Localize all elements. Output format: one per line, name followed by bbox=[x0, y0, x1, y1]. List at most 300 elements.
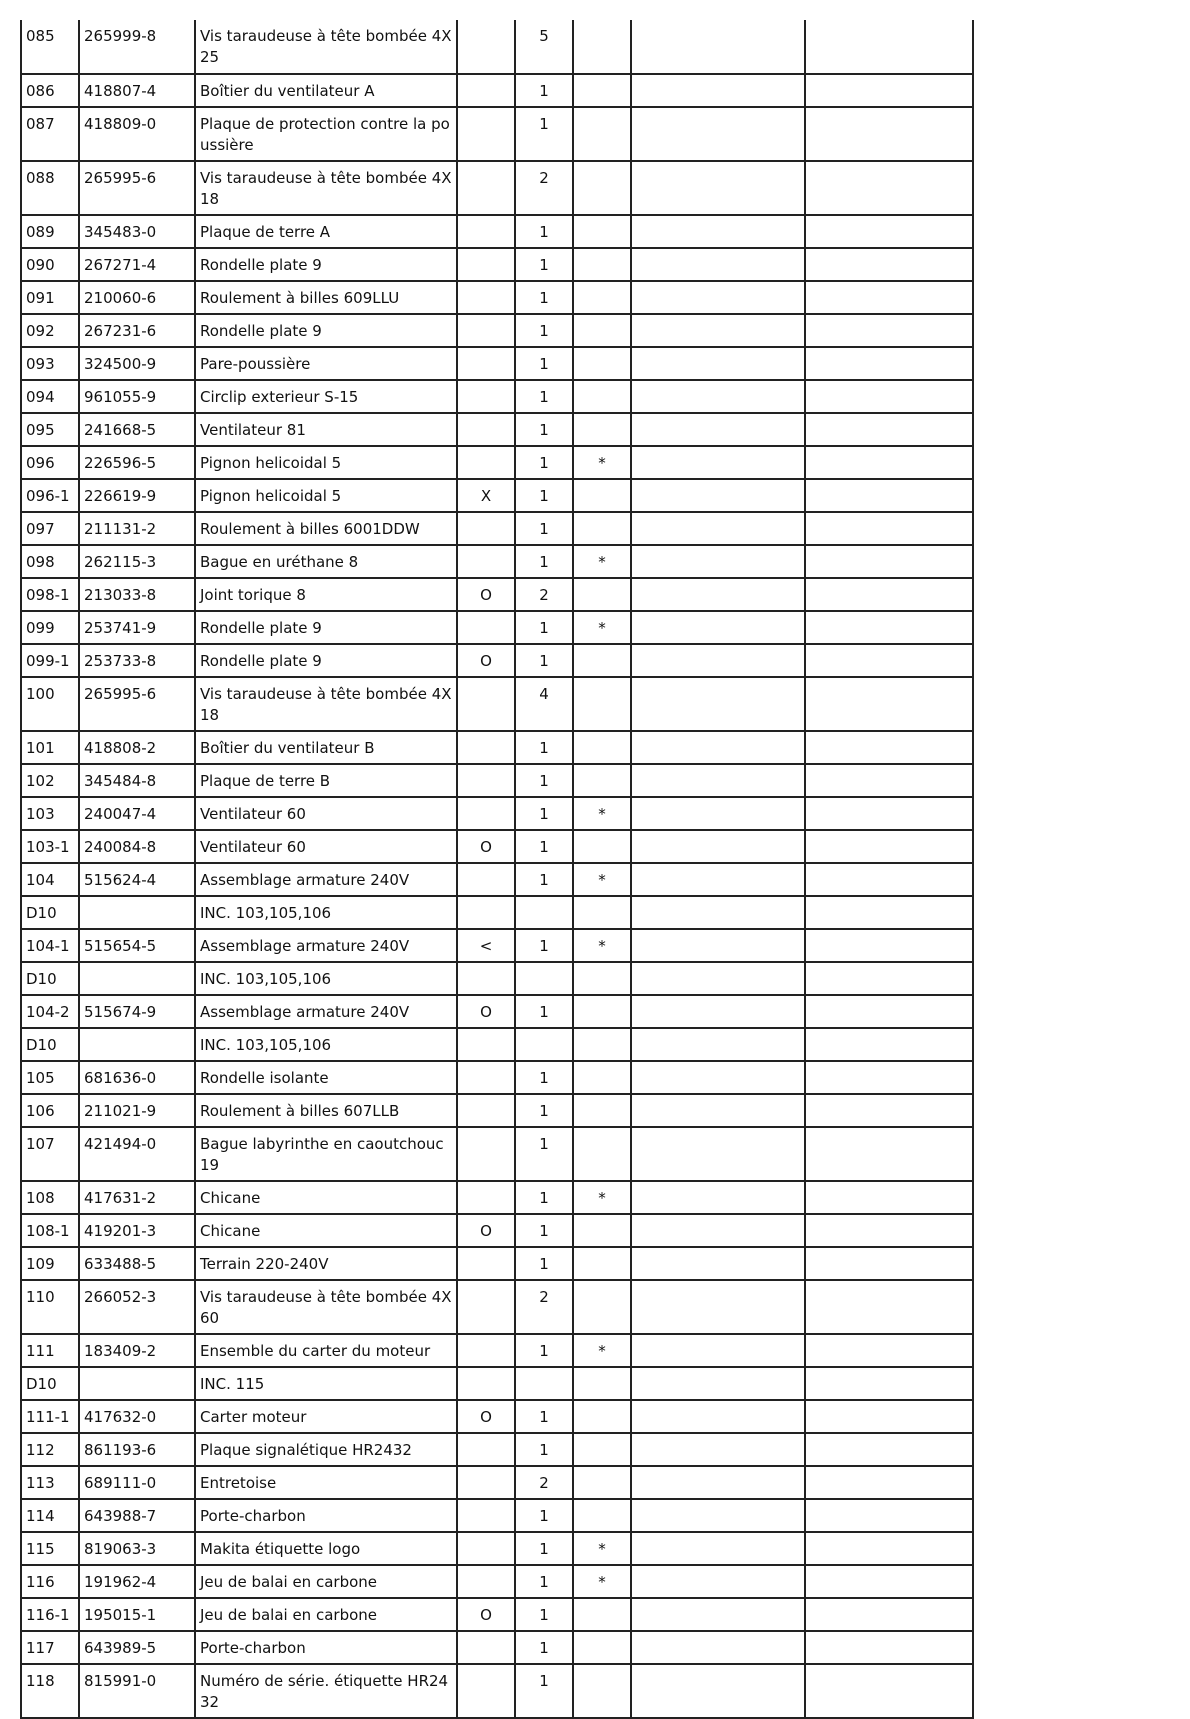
item-number-cell: 117 bbox=[21, 1631, 79, 1664]
description-cell: Numéro de série. étiquette HR2432 bbox=[195, 1664, 457, 1718]
blank-cell bbox=[805, 995, 973, 1028]
quantity-cell: 1 bbox=[515, 1247, 573, 1280]
part-number-cell bbox=[79, 1367, 195, 1400]
note-cell bbox=[457, 215, 515, 248]
description-cell: Rondelle isolante bbox=[195, 1061, 457, 1094]
table-row bbox=[21, 1280, 973, 1334]
table-row bbox=[21, 1466, 973, 1499]
item-number-cell: 102 bbox=[21, 764, 79, 797]
marker-cell bbox=[573, 1280, 631, 1334]
item-number-cell: 091 bbox=[21, 281, 79, 314]
blank-cell bbox=[631, 578, 805, 611]
item-number-cell: 106 bbox=[21, 1094, 79, 1127]
blank-cell bbox=[631, 1094, 805, 1127]
blank-cell bbox=[631, 1499, 805, 1532]
description-cell: Bague en uréthane 8 bbox=[195, 545, 457, 578]
quantity-cell: 1 bbox=[515, 479, 573, 512]
item-number-cell: 104 bbox=[21, 863, 79, 896]
description-cell: Circlip exterieur S-15 bbox=[195, 380, 457, 413]
quantity-cell: 1 bbox=[515, 644, 573, 677]
description-cell: Assemblage armature 240V bbox=[195, 929, 457, 962]
description-cell: Boîtier du ventilateur A bbox=[195, 74, 457, 107]
note-cell: O bbox=[457, 1400, 515, 1433]
table-row bbox=[21, 1400, 973, 1433]
blank-cell bbox=[805, 512, 973, 545]
quantity-cell: 1 bbox=[515, 215, 573, 248]
quantity-cell: 1 bbox=[515, 1433, 573, 1466]
blank-cell bbox=[631, 20, 805, 74]
blank-cell bbox=[631, 545, 805, 578]
blank-cell bbox=[631, 1214, 805, 1247]
blank-cell bbox=[805, 1598, 973, 1631]
part-number-cell: 211021-9 bbox=[79, 1094, 195, 1127]
marker-cell: * bbox=[573, 446, 631, 479]
blank-cell bbox=[805, 74, 973, 107]
marker-cell bbox=[573, 1094, 631, 1127]
marker-cell bbox=[573, 830, 631, 863]
item-number-cell: 100 bbox=[21, 677, 79, 731]
marker-cell bbox=[573, 413, 631, 446]
table-row bbox=[21, 347, 973, 380]
part-number-cell: 265995-6 bbox=[79, 161, 195, 215]
item-number-cell: 095 bbox=[21, 413, 79, 446]
blank-cell bbox=[631, 215, 805, 248]
part-number-cell: 265995-6 bbox=[79, 677, 195, 731]
blank-cell bbox=[631, 347, 805, 380]
part-number-cell: 421494-0 bbox=[79, 1127, 195, 1181]
quantity-cell: 1 bbox=[515, 995, 573, 1028]
table-row bbox=[21, 611, 973, 644]
quantity-cell: 1 bbox=[515, 74, 573, 107]
blank-cell bbox=[805, 479, 973, 512]
blank-cell bbox=[631, 611, 805, 644]
part-number-cell: 241668-5 bbox=[79, 413, 195, 446]
quantity-cell: 1 bbox=[515, 1598, 573, 1631]
blank-cell bbox=[805, 962, 973, 995]
blank-cell bbox=[805, 545, 973, 578]
blank-cell bbox=[631, 512, 805, 545]
item-number-cell: 087 bbox=[21, 107, 79, 161]
description-cell: Roulement à billes 6001DDW bbox=[195, 512, 457, 545]
note-cell bbox=[457, 1028, 515, 1061]
blank-cell bbox=[631, 1127, 805, 1181]
table-row bbox=[21, 1028, 973, 1061]
quantity-cell: 1 bbox=[515, 413, 573, 446]
table-row bbox=[21, 479, 973, 512]
description-cell: Carter moteur bbox=[195, 1400, 457, 1433]
note-cell bbox=[457, 764, 515, 797]
item-number-cell: 103 bbox=[21, 797, 79, 830]
marker-cell bbox=[573, 896, 631, 929]
quantity-cell: 1 bbox=[515, 1181, 573, 1214]
description-cell: Assemblage armature 240V bbox=[195, 995, 457, 1028]
part-number-cell: 213033-8 bbox=[79, 578, 195, 611]
quantity-cell: 1 bbox=[515, 248, 573, 281]
blank-cell bbox=[631, 248, 805, 281]
description-cell: Rondelle plate 9 bbox=[195, 248, 457, 281]
blank-cell bbox=[805, 1094, 973, 1127]
table-row bbox=[21, 764, 973, 797]
description-cell: Plaque de terre A bbox=[195, 215, 457, 248]
description-cell: Plaque de protection contre la poussière bbox=[195, 107, 457, 161]
item-number-cell: 104-1 bbox=[21, 929, 79, 962]
blank-cell bbox=[631, 644, 805, 677]
table-row bbox=[21, 20, 973, 74]
blank-cell bbox=[805, 1565, 973, 1598]
note-cell bbox=[457, 161, 515, 215]
marker-cell bbox=[573, 248, 631, 281]
part-number-cell: 819063-3 bbox=[79, 1532, 195, 1565]
description-cell: Bague labyrinthe en caoutchouc 19 bbox=[195, 1127, 457, 1181]
note-cell bbox=[457, 1631, 515, 1664]
blank-cell bbox=[631, 1334, 805, 1367]
part-number-cell: 345484-8 bbox=[79, 764, 195, 797]
item-number-cell: 092 bbox=[21, 314, 79, 347]
note-cell bbox=[457, 314, 515, 347]
blank-cell bbox=[805, 446, 973, 479]
table-row bbox=[21, 830, 973, 863]
blank-cell bbox=[805, 764, 973, 797]
note-cell bbox=[457, 1532, 515, 1565]
quantity-cell: 2 bbox=[515, 161, 573, 215]
item-number-cell: 113 bbox=[21, 1466, 79, 1499]
description-cell: INC. 115 bbox=[195, 1367, 457, 1400]
quantity-cell: 1 bbox=[515, 1565, 573, 1598]
description-cell: INC. 103,105,106 bbox=[195, 896, 457, 929]
item-number-cell: D10 bbox=[21, 962, 79, 995]
item-number-cell: 099 bbox=[21, 611, 79, 644]
part-number-cell: 643989-5 bbox=[79, 1631, 195, 1664]
marker-cell bbox=[573, 215, 631, 248]
part-number-cell: 633488-5 bbox=[79, 1247, 195, 1280]
description-cell: Chicane bbox=[195, 1181, 457, 1214]
part-number-cell: 961055-9 bbox=[79, 380, 195, 413]
item-number-cell: 096 bbox=[21, 446, 79, 479]
quantity-cell: 1 bbox=[515, 281, 573, 314]
blank-cell bbox=[805, 215, 973, 248]
description-cell: Porte-charbon bbox=[195, 1631, 457, 1664]
marker-cell: * bbox=[573, 1532, 631, 1565]
description-cell: Ventilateur 81 bbox=[195, 413, 457, 446]
description-cell: Entretoise bbox=[195, 1466, 457, 1499]
part-number-cell: 267271-4 bbox=[79, 248, 195, 281]
part-number-cell: 515674-9 bbox=[79, 995, 195, 1028]
marker-cell bbox=[573, 107, 631, 161]
item-number-cell: 096-1 bbox=[21, 479, 79, 512]
note-cell bbox=[457, 413, 515, 446]
item-number-cell: 118 bbox=[21, 1664, 79, 1718]
quantity-cell: 1 bbox=[515, 380, 573, 413]
marker-cell bbox=[573, 764, 631, 797]
quantity-cell: 1 bbox=[515, 512, 573, 545]
description-cell: Plaque signalétique HR2432 bbox=[195, 1433, 457, 1466]
blank-cell bbox=[805, 830, 973, 863]
description-cell: Vis taraudeuse à tête bombée 4X18 bbox=[195, 161, 457, 215]
table-row bbox=[21, 962, 973, 995]
note-cell bbox=[457, 863, 515, 896]
blank-cell bbox=[805, 1499, 973, 1532]
part-number-cell bbox=[79, 962, 195, 995]
parts-table bbox=[20, 20, 974, 1719]
blank-cell bbox=[631, 107, 805, 161]
part-number-cell: 211131-2 bbox=[79, 512, 195, 545]
part-number-cell: 226619-9 bbox=[79, 479, 195, 512]
part-number-cell: 417631-2 bbox=[79, 1181, 195, 1214]
description-cell: INC. 103,105,106 bbox=[195, 962, 457, 995]
marker-cell: * bbox=[573, 1334, 631, 1367]
part-number-cell: 643988-7 bbox=[79, 1499, 195, 1532]
table-row bbox=[21, 1367, 973, 1400]
table-row bbox=[21, 1061, 973, 1094]
marker-cell: * bbox=[573, 1181, 631, 1214]
part-number-cell bbox=[79, 1028, 195, 1061]
marker-cell bbox=[573, 161, 631, 215]
table-row bbox=[21, 107, 973, 161]
table-row bbox=[21, 314, 973, 347]
quantity-cell: 2 bbox=[515, 578, 573, 611]
quantity-cell: 2 bbox=[515, 1280, 573, 1334]
item-number-cell: D10 bbox=[21, 1367, 79, 1400]
blank-cell bbox=[805, 314, 973, 347]
quantity-cell: 1 bbox=[515, 446, 573, 479]
blank-cell bbox=[805, 1214, 973, 1247]
part-number-cell: 226596-5 bbox=[79, 446, 195, 479]
part-number-cell: 418807-4 bbox=[79, 74, 195, 107]
part-number-cell: 195015-1 bbox=[79, 1598, 195, 1631]
item-number-cell: D10 bbox=[21, 1028, 79, 1061]
part-number-cell: 345483-0 bbox=[79, 215, 195, 248]
blank-cell bbox=[631, 764, 805, 797]
blank-cell bbox=[805, 797, 973, 830]
blank-cell bbox=[805, 1280, 973, 1334]
blank-cell bbox=[631, 1028, 805, 1061]
quantity-cell: 5 bbox=[515, 20, 573, 74]
blank-cell bbox=[631, 929, 805, 962]
description-cell: Vis taraudeuse à tête bombée 4X18 bbox=[195, 677, 457, 731]
quantity-cell: 1 bbox=[515, 1400, 573, 1433]
blank-cell bbox=[805, 1247, 973, 1280]
blank-cell bbox=[805, 1181, 973, 1214]
table-row bbox=[21, 215, 973, 248]
note-cell bbox=[457, 1334, 515, 1367]
note-cell bbox=[457, 962, 515, 995]
note-cell bbox=[457, 1127, 515, 1181]
part-number-cell: 417632-0 bbox=[79, 1400, 195, 1433]
table-row bbox=[21, 1334, 973, 1367]
note-cell bbox=[457, 1433, 515, 1466]
blank-cell bbox=[631, 962, 805, 995]
note-cell bbox=[457, 1280, 515, 1334]
blank-cell bbox=[631, 1400, 805, 1433]
quantity-cell: 1 bbox=[515, 1631, 573, 1664]
note-cell bbox=[457, 545, 515, 578]
part-number-cell: 815991-0 bbox=[79, 1664, 195, 1718]
marker-cell bbox=[573, 1631, 631, 1664]
blank-cell bbox=[631, 1247, 805, 1280]
quantity-cell: 1 bbox=[515, 1664, 573, 1718]
item-number-cell: D10 bbox=[21, 896, 79, 929]
quantity-cell: 1 bbox=[515, 1499, 573, 1532]
quantity-cell: 1 bbox=[515, 611, 573, 644]
quantity-cell: 1 bbox=[515, 1061, 573, 1094]
marker-cell bbox=[573, 995, 631, 1028]
table-row bbox=[21, 512, 973, 545]
blank-cell bbox=[631, 479, 805, 512]
item-number-cell: 112 bbox=[21, 1433, 79, 1466]
description-cell: Terrain 220-240V bbox=[195, 1247, 457, 1280]
description-cell: Jeu de balai en carbone bbox=[195, 1598, 457, 1631]
item-number-cell: 086 bbox=[21, 74, 79, 107]
blank-cell bbox=[631, 677, 805, 731]
part-number-cell: 861193-6 bbox=[79, 1433, 195, 1466]
blank-cell bbox=[631, 1664, 805, 1718]
note-cell bbox=[457, 731, 515, 764]
table-row bbox=[21, 1499, 973, 1532]
part-number-cell: 419201-3 bbox=[79, 1214, 195, 1247]
note-cell bbox=[457, 1499, 515, 1532]
blank-cell bbox=[631, 1631, 805, 1664]
description-cell: Roulement à billes 607LLB bbox=[195, 1094, 457, 1127]
marker-cell bbox=[573, 512, 631, 545]
part-number-cell: 262115-3 bbox=[79, 545, 195, 578]
blank-cell bbox=[805, 413, 973, 446]
blank-cell bbox=[805, 611, 973, 644]
marker-cell bbox=[573, 314, 631, 347]
table-row bbox=[21, 545, 973, 578]
note-cell: O bbox=[457, 830, 515, 863]
blank-cell bbox=[805, 863, 973, 896]
description-cell: Vis taraudeuse à tête bombée 4X25 bbox=[195, 20, 457, 74]
description-cell: Makita étiquette logo bbox=[195, 1532, 457, 1565]
note-cell: < bbox=[457, 929, 515, 962]
blank-cell bbox=[805, 1400, 973, 1433]
item-number-cell: 103-1 bbox=[21, 830, 79, 863]
item-number-cell: 093 bbox=[21, 347, 79, 380]
quantity-cell bbox=[515, 896, 573, 929]
description-cell: Plaque de terre B bbox=[195, 764, 457, 797]
item-number-cell: 107 bbox=[21, 1127, 79, 1181]
table-row bbox=[21, 1565, 973, 1598]
blank-cell bbox=[631, 797, 805, 830]
part-number-cell: 210060-6 bbox=[79, 281, 195, 314]
table-row bbox=[21, 1247, 973, 1280]
note-cell: O bbox=[457, 1214, 515, 1247]
note-cell bbox=[457, 896, 515, 929]
marker-cell bbox=[573, 1466, 631, 1499]
table-row bbox=[21, 1631, 973, 1664]
part-number-cell: 253733-8 bbox=[79, 644, 195, 677]
marker-cell bbox=[573, 479, 631, 512]
marker-cell bbox=[573, 1499, 631, 1532]
note-cell: O bbox=[457, 578, 515, 611]
marker-cell: * bbox=[573, 545, 631, 578]
note-cell bbox=[457, 512, 515, 545]
part-number-cell: 324500-9 bbox=[79, 347, 195, 380]
quantity-cell: 1 bbox=[515, 764, 573, 797]
marker-cell: * bbox=[573, 797, 631, 830]
note-cell bbox=[457, 74, 515, 107]
item-number-cell: 090 bbox=[21, 248, 79, 281]
marker-cell bbox=[573, 1028, 631, 1061]
blank-cell bbox=[805, 281, 973, 314]
blank-cell bbox=[631, 1532, 805, 1565]
table-row bbox=[21, 1094, 973, 1127]
part-number-cell: 681636-0 bbox=[79, 1061, 195, 1094]
marker-cell bbox=[573, 677, 631, 731]
quantity-cell bbox=[515, 1028, 573, 1061]
item-number-cell: 085 bbox=[21, 20, 79, 74]
description-cell: Ventilateur 60 bbox=[195, 797, 457, 830]
marker-cell: * bbox=[573, 1565, 631, 1598]
item-number-cell: 104-2 bbox=[21, 995, 79, 1028]
blank-cell bbox=[631, 413, 805, 446]
marker-cell bbox=[573, 731, 631, 764]
note-cell bbox=[457, 1094, 515, 1127]
description-cell: Pare-poussière bbox=[195, 347, 457, 380]
marker-cell bbox=[573, 644, 631, 677]
part-number-cell: 515624-4 bbox=[79, 863, 195, 896]
blank-cell bbox=[631, 731, 805, 764]
description-cell: Rondelle plate 9 bbox=[195, 644, 457, 677]
blank-cell bbox=[631, 161, 805, 215]
description-cell: INC. 103,105,106 bbox=[195, 1028, 457, 1061]
marker-cell bbox=[573, 281, 631, 314]
marker-cell bbox=[573, 1598, 631, 1631]
table-row bbox=[21, 929, 973, 962]
blank-cell bbox=[631, 74, 805, 107]
table-row bbox=[21, 995, 973, 1028]
marker-cell bbox=[573, 74, 631, 107]
item-number-cell: 089 bbox=[21, 215, 79, 248]
table-row bbox=[21, 1433, 973, 1466]
note-cell bbox=[457, 1247, 515, 1280]
description-cell: Ensemble du carter du moteur bbox=[195, 1334, 457, 1367]
description-cell: Porte-charbon bbox=[195, 1499, 457, 1532]
quantity-cell: 1 bbox=[515, 863, 573, 896]
blank-cell bbox=[631, 314, 805, 347]
part-number-cell: 183409-2 bbox=[79, 1334, 195, 1367]
note-cell bbox=[457, 1664, 515, 1718]
part-number-cell: 253741-9 bbox=[79, 611, 195, 644]
marker-cell bbox=[573, 578, 631, 611]
blank-cell bbox=[631, 1598, 805, 1631]
part-number-cell: 418809-0 bbox=[79, 107, 195, 161]
quantity-cell: 1 bbox=[515, 107, 573, 161]
note-cell bbox=[457, 107, 515, 161]
part-number-cell: 240047-4 bbox=[79, 797, 195, 830]
marker-cell bbox=[573, 380, 631, 413]
part-number-cell: 265999-8 bbox=[79, 20, 195, 74]
note-cell: O bbox=[457, 995, 515, 1028]
table-row bbox=[21, 1181, 973, 1214]
table-row bbox=[21, 1214, 973, 1247]
quantity-cell: 1 bbox=[515, 1127, 573, 1181]
part-number-cell: 515654-5 bbox=[79, 929, 195, 962]
table-row bbox=[21, 731, 973, 764]
note-cell bbox=[457, 446, 515, 479]
marker-cell bbox=[573, 1664, 631, 1718]
note-cell bbox=[457, 248, 515, 281]
table-row bbox=[21, 1127, 973, 1181]
marker-cell bbox=[573, 1433, 631, 1466]
description-cell: Pignon helicoidal 5 bbox=[195, 446, 457, 479]
table-row bbox=[21, 797, 973, 830]
marker-cell bbox=[573, 1061, 631, 1094]
blank-cell bbox=[805, 107, 973, 161]
blank-cell bbox=[805, 1433, 973, 1466]
note-cell bbox=[457, 1181, 515, 1214]
marker-cell bbox=[573, 1127, 631, 1181]
